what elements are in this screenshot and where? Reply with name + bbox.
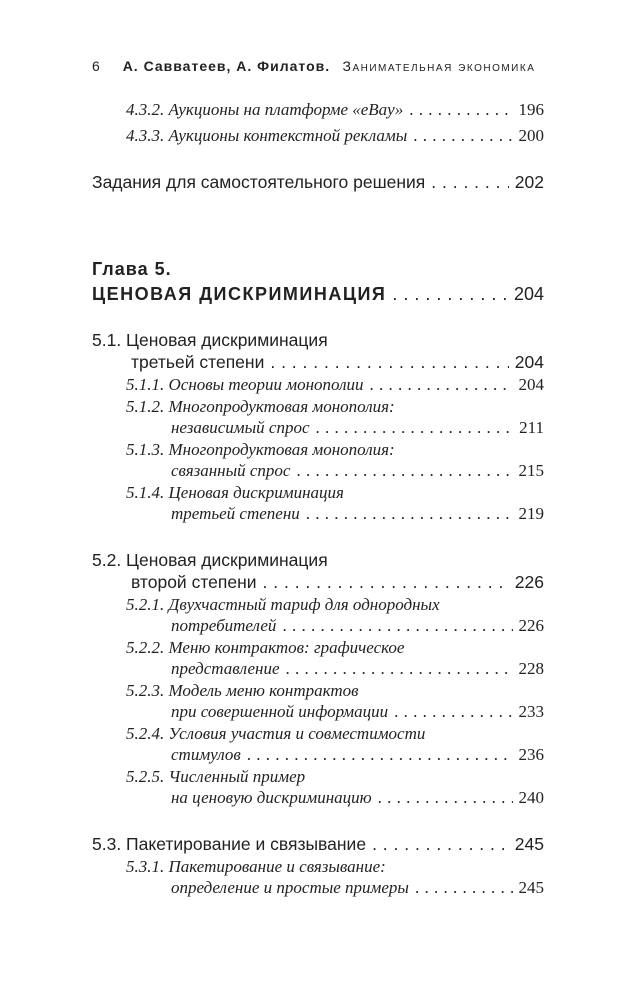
page-number: 6 [92, 58, 101, 74]
toc-entry-5-1-3: связанный спрос . . . 215 [171, 461, 544, 481]
toc-page: 202 [514, 172, 544, 192]
toc-entry-5-1-2-line1: 5.1.2. Многопродуктовая монополия: [126, 397, 395, 416]
toc-page: 200 [518, 126, 544, 145]
toc-entry-5-3-1: определение и простые примеры . . . 245 [171, 878, 544, 898]
toc-entry-chapter-5: ЦЕНОВАЯ ДИСКРИМИНАЦИЯ . . . 204 [92, 284, 544, 305]
toc-page: 245 [514, 834, 544, 854]
toc-entry-tasks: Задания для самостоятельного решения . . . 202 [92, 172, 544, 193]
header-book-title: Занимательная экономика [342, 58, 536, 74]
toc-page: 240 [518, 788, 544, 807]
toc-entry-5-1-1: 5.1.1. Основы теории монополии . . . 204 [126, 375, 544, 395]
toc-page: 196 [518, 100, 544, 119]
toc-entry-5-2-5-line1: 5.2.5. Численный пример [126, 767, 306, 786]
toc-entry-5-1-2: независимый спрос . . . 211 [171, 418, 544, 438]
toc-entry-5-1-3-line1: 5.1.3. Многопродуктовая монополия: [126, 440, 395, 459]
toc-entry-4-3-2: 4.3.2. Аукционы на платформе «eBay» . . . 196 [126, 100, 544, 120]
toc-section-5-1-line1: 5.1. Ценовая дискриминация [92, 330, 328, 350]
toc-entry-5-3-1-line1: 5.3.1. Пакетирование и связывание: [126, 857, 386, 876]
toc-entry-5-2-1-line1: 5.2.1. Двухчастный тариф для однородных [126, 595, 440, 614]
toc-entry-5-2-2-line1: 5.2.2. Меню контрактов: графическое [126, 638, 405, 657]
header-authors: А. Савватеев, А. Филатов. [122, 58, 331, 74]
toc-entry-5-2-4: стимулов . . . 236 [171, 745, 544, 765]
toc-page: 233 [518, 702, 544, 721]
toc-page: 226 [514, 572, 544, 592]
toc-entry-5-2: второй степени . . . 226 [131, 572, 544, 593]
toc-entry-5-2-3-line1: 5.2.3. Модель меню контрактов [126, 681, 359, 700]
toc-page: 211 [519, 418, 544, 437]
toc-entry-5-2-3: при совершенной информации . . . 233 [171, 702, 544, 722]
toc-page: 204 [513, 284, 544, 304]
toc-page: 245 [518, 878, 544, 897]
toc-page: 219 [518, 504, 544, 523]
toc-page: 228 [518, 659, 544, 678]
toc-entry-5-1: третьей степени . . . 204 [131, 352, 544, 373]
toc-entry-5-2-4-line1: 5.2.4. Условия участия и совместимости [126, 724, 426, 743]
toc-page: 204 [518, 375, 544, 394]
toc-page: 236 [518, 745, 544, 764]
toc-entry-5-3: 5.3. Пакетирование и связывание . . . 245 [92, 834, 544, 855]
toc-page: 204 [514, 352, 544, 372]
chapter-label: Глава 5. [92, 259, 172, 279]
toc-entry-5-1-4-line1: 5.1.4. Ценовая дискриминация [126, 483, 344, 502]
toc-section-5-2-line1: 5.2. Ценовая дискриминация [92, 550, 328, 570]
toc-entry-5-2-2: представление . . . 228 [171, 659, 544, 679]
toc-page: 226 [518, 616, 544, 635]
toc-entry-4-3-3: 4.3.3. Аукционы контекстной рекламы . . . 200 [126, 126, 544, 146]
toc-entry-5-1-4: третьей степени . . . 219 [171, 504, 544, 524]
toc-entry-5-2-5: на ценовую дискриминацию . . . 240 [171, 788, 544, 808]
toc-page: 215 [518, 461, 544, 480]
toc-entry-5-2-1: потребителей . . . 226 [171, 616, 544, 636]
